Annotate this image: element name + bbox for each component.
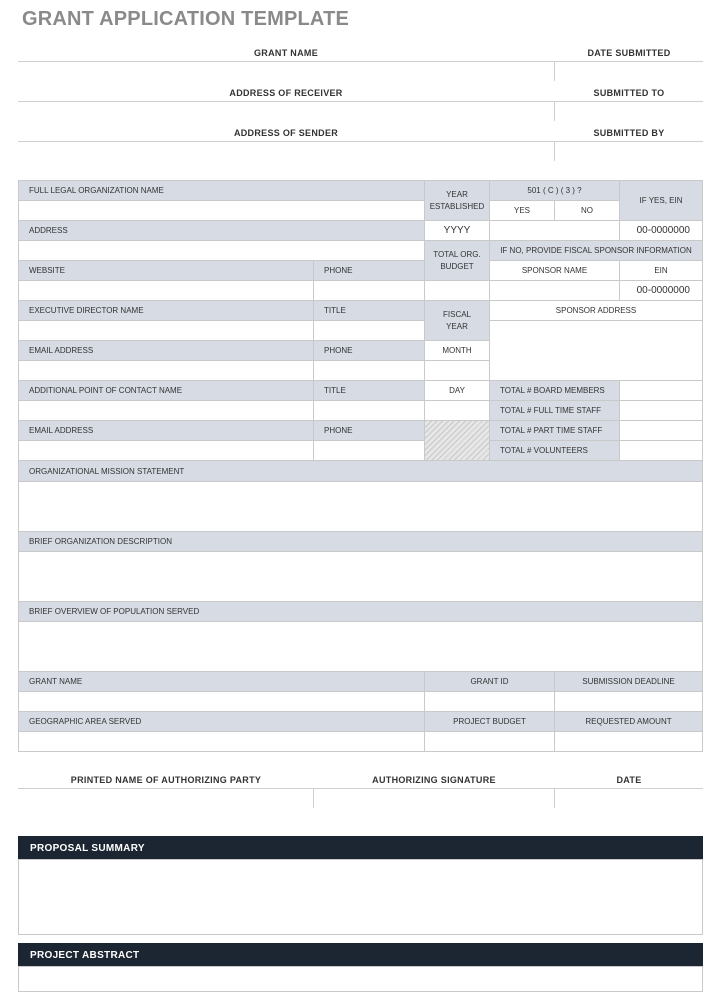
total-full-time-staff-field[interactable] [619, 400, 703, 421]
no-option[interactable]: NO [554, 200, 620, 221]
title-field[interactable] [313, 320, 425, 341]
status-501c3-label: 501 ( C ) ( 3 ) ? [489, 180, 620, 201]
phone-label-2: PHONE [313, 340, 425, 361]
date-label: DATE [616, 775, 642, 785]
total-board-members-label: TOTAL # BOARD MEMBERS [489, 380, 620, 401]
sponsor-address-field[interactable] [489, 320, 703, 381]
sponsor-name-label: SPONSOR NAME [489, 260, 620, 281]
total-part-time-staff-label: TOTAL # PART TIME STAFF [489, 420, 620, 441]
total-board-members-field[interactable] [619, 380, 703, 401]
requested-amount-field[interactable] [554, 731, 703, 752]
fiscal-year-label: FISCAL YEAR [424, 300, 490, 341]
additional-contact-name-field[interactable] [18, 400, 314, 421]
authorizing-signature-field[interactable] [314, 789, 554, 808]
address-of-sender-label: ADDRESS OF SENDER [233, 128, 339, 138]
grant-id-label: GRANT ID [424, 671, 555, 692]
title-label-2: TITLE [313, 380, 425, 401]
total-full-time-staff-label: TOTAL # FULL TIME STAFF [489, 400, 620, 421]
geographic-area-field[interactable] [18, 731, 425, 752]
full-legal-org-name-label: FULL LEGAL ORGANIZATION NAME [18, 180, 425, 201]
grant-name-field[interactable] [18, 62, 554, 81]
project-abstract-header: PROJECT ABSTRACT [18, 943, 703, 967]
if-yes-ein-label: IF YES, EIN [619, 180, 703, 221]
grant-name-label: GRANT NAME [254, 48, 318, 58]
address-field[interactable] [18, 240, 425, 261]
submitted-to-label: SUBMITTED TO [593, 88, 665, 98]
phone-label: PHONE [313, 260, 425, 281]
phone-field[interactable] [313, 280, 425, 301]
address-of-receiver-label: ADDRESS OF RECEIVER [229, 88, 343, 98]
mission-statement-label: ORGANIZATIONAL MISSION STATEMENT [18, 460, 703, 482]
ein-field[interactable]: 00-0000000 [619, 220, 703, 241]
grant-name-label-2: GRANT NAME [18, 671, 425, 692]
geographic-area-label: GEOGRAPHIC AREA SERVED [18, 711, 425, 732]
title-field-2[interactable] [313, 400, 425, 421]
phone-label-3: PHONE [313, 420, 425, 441]
submitted-by-label: SUBMITTED BY [593, 128, 665, 138]
title-label: TITLE [313, 300, 425, 321]
fiscal-sponsor-note: IF NO, PROVIDE FISCAL SPONSOR INFORMATION [489, 240, 703, 261]
proposal-summary-field[interactable] [18, 859, 703, 935]
project-abstract-field[interactable] [18, 966, 703, 992]
project-budget-label: PROJECT BUDGET [424, 711, 555, 732]
date-submitted-label: DATE SUBMITTED [587, 48, 671, 58]
email-address-field-2[interactable] [18, 440, 314, 461]
brief-description-field[interactable] [18, 551, 703, 602]
status-501c3-field[interactable] [489, 220, 620, 241]
phone-field-2[interactable] [313, 360, 425, 381]
total-volunteers-label: TOTAL # VOLUNTEERS [489, 440, 620, 461]
year-established-field[interactable]: YYYY [424, 220, 490, 241]
total-volunteers-field[interactable] [619, 440, 703, 461]
mission-statement-field[interactable] [18, 481, 703, 532]
requested-amount-label: REQUESTED AMOUNT [554, 711, 703, 732]
grant-name-field-2[interactable] [18, 691, 425, 712]
grant-id-field[interactable] [424, 691, 555, 712]
submitted-to-field[interactable] [555, 102, 703, 121]
address-of-receiver-field[interactable] [18, 102, 554, 121]
sponsor-ein-label: EIN [619, 260, 703, 281]
website-label: WEBSITE [18, 260, 314, 281]
day-field[interactable]: DAY [424, 380, 490, 401]
total-org-budget-field[interactable] [424, 280, 490, 301]
sponsor-ein-field[interactable]: 00-0000000 [619, 280, 703, 301]
address-of-sender-field[interactable] [18, 142, 554, 161]
printed-name-label: PRINTED NAME OF AUTHORIZING PARTY [70, 775, 262, 785]
date-field[interactable] [555, 789, 703, 808]
submission-deadline-label: SUBMISSION DEADLINE [554, 671, 703, 692]
email-address-label: EMAIL ADDRESS [18, 340, 314, 361]
full-legal-org-name-field[interactable] [18, 200, 425, 221]
executive-director-name-label: EXECUTIVE DIRECTOR NAME [18, 300, 314, 321]
sponsor-address-label: SPONSOR ADDRESS [489, 300, 703, 321]
project-budget-field[interactable] [424, 731, 555, 752]
sponsor-name-field[interactable] [489, 280, 620, 301]
month-field[interactable]: MONTH [424, 340, 490, 361]
email-address-label-2: EMAIL ADDRESS [18, 420, 314, 441]
additional-contact-name-label: ADDITIONAL POINT OF CONTACT NAME [18, 380, 314, 401]
brief-description-label: BRIEF ORGANIZATION DESCRIPTION [18, 531, 703, 552]
yes-option[interactable]: YES [489, 200, 555, 221]
executive-director-name-field[interactable] [18, 320, 314, 341]
email-address-field[interactable] [18, 360, 314, 381]
submitted-by-field[interactable] [555, 142, 703, 161]
population-served-field[interactable] [18, 621, 703, 672]
hatched-blank-cell [424, 420, 490, 461]
total-part-time-staff-field[interactable] [619, 420, 703, 441]
population-served-label: BRIEF OVERVIEW OF POPULATION SERVED [18, 601, 703, 622]
address-label: ADDRESS [18, 220, 425, 241]
submission-deadline-field[interactable] [554, 691, 703, 712]
authorizing-signature-label: AUTHORIZING SIGNATURE [372, 775, 496, 785]
printed-name-field[interactable] [18, 789, 313, 808]
proposal-summary-header: PROPOSAL SUMMARY [18, 836, 703, 860]
phone-field-3[interactable] [313, 440, 425, 461]
page-title: GRANT APPLICATION TEMPLATE [22, 8, 350, 30]
total-org-budget-label: TOTAL ORG. BUDGET [424, 240, 490, 281]
year-established-label: YEAR ESTABLISHED [424, 180, 490, 221]
day-value-field[interactable] [424, 400, 490, 421]
website-field[interactable] [18, 280, 314, 301]
month-value-field[interactable] [424, 360, 490, 381]
date-submitted-field[interactable] [555, 62, 703, 81]
